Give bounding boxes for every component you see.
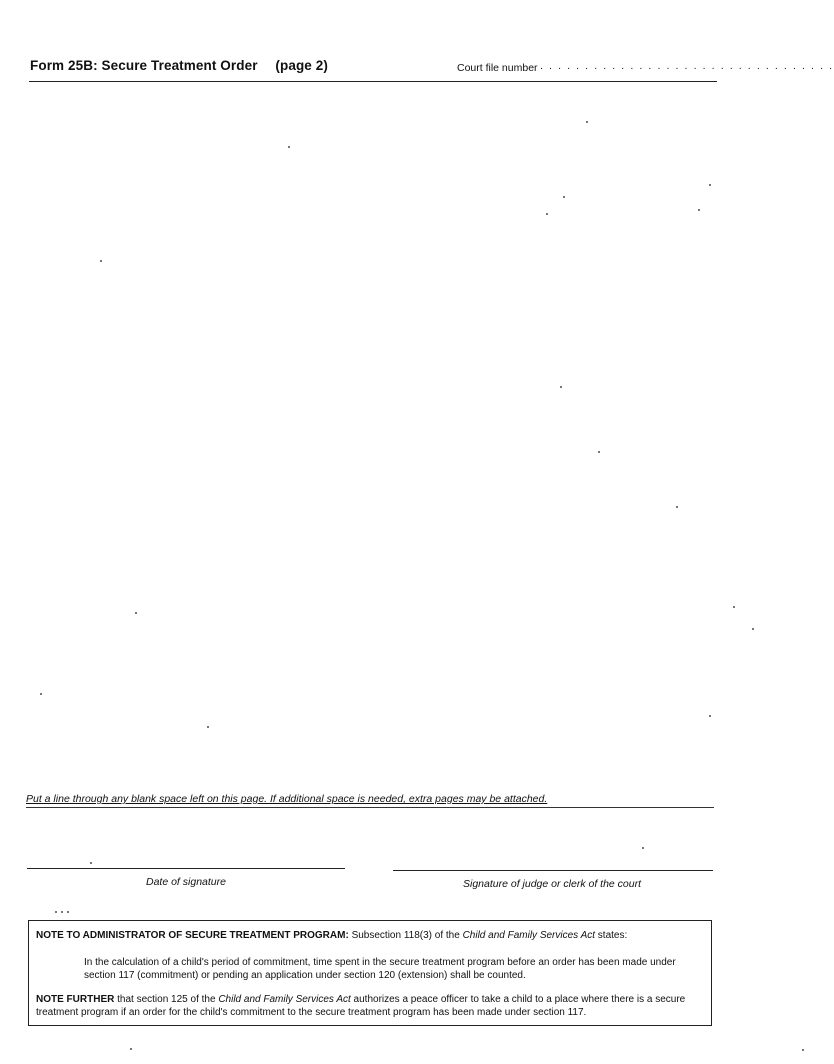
blank-space-rule — [26, 807, 714, 808]
scan-speck — [130, 1048, 132, 1050]
note-heading-line — [36, 930, 627, 941]
note-further — [36, 994, 708, 1019]
judge-signature-line[interactable] — [393, 870, 713, 871]
page-indicator: (page 2) — [275, 58, 328, 73]
date-of-signature-label: Date of signature — [146, 876, 226, 888]
scan-speck — [598, 451, 600, 453]
note-further-post: authorizes a peace officer to take a child to a place where there is a secure treatment program if an order for the child's commitment to the secure treatment program has been made under section 117. — [36, 994, 686, 1018]
scan-speck — [563, 196, 565, 198]
court-file-number-field[interactable]: . . . . . . . . . . . . . . . . . . . . . . . . . . . . . . . . . — [540, 60, 834, 72]
scan-speck — [40, 693, 42, 695]
scan-speck — [733, 606, 735, 608]
scan-speck — [586, 121, 588, 123]
scan-speck — [67, 911, 69, 913]
scan-speck — [288, 146, 290, 148]
scan-speck — [90, 862, 92, 864]
scan-speck — [676, 506, 678, 508]
note-further-pre: that section 125 of the — [117, 994, 216, 1005]
scan-speck — [642, 847, 644, 849]
header-divider — [29, 81, 717, 82]
statute-quote: In the calculation of a child's period of commitment, time spent in the secure treatment program before an order has been made under section 117 (commitment) or pending an application under section 120 (extension) shall be counted. — [84, 957, 676, 981]
note-heading: NOTE TO ADMINISTRATOR OF SECURE TREATMENT PROGRAM: — [36, 930, 349, 941]
date-signature-line[interactable] — [27, 868, 345, 869]
scan-speck — [698, 209, 700, 211]
scan-speck — [709, 184, 711, 186]
scan-speck — [802, 1049, 804, 1051]
scan-speck — [752, 628, 754, 630]
form-name: Secure Treatment Order — [101, 58, 258, 73]
scan-speck — [55, 911, 57, 913]
scan-speck — [546, 213, 548, 215]
judge-signature-label: Signature of judge or clerk of the court — [463, 878, 642, 890]
court-file-label: Court file number — [457, 62, 538, 74]
act-name: Child and Family Services Act — [462, 930, 596, 941]
form-number: Form 25B: — [30, 58, 98, 73]
scan-speck — [61, 911, 63, 913]
note-further-heading: NOTE FURTHER — [36, 994, 115, 1005]
scan-speck — [560, 386, 562, 388]
note-intro-end: states: — [597, 930, 628, 941]
note-intro: Subsection 118(3) of the — [351, 930, 460, 941]
blank-space-instruction: Put a line through any blank space left on this page. If additional space is needed, extra pages may be attached. — [26, 793, 548, 805]
further-act-name: Child and Family Services Act — [218, 994, 351, 1005]
scan-speck — [135, 612, 137, 614]
scan-speck — [709, 715, 711, 717]
form-title — [30, 58, 328, 73]
scan-speck — [100, 260, 102, 262]
scan-speck — [207, 726, 209, 728]
